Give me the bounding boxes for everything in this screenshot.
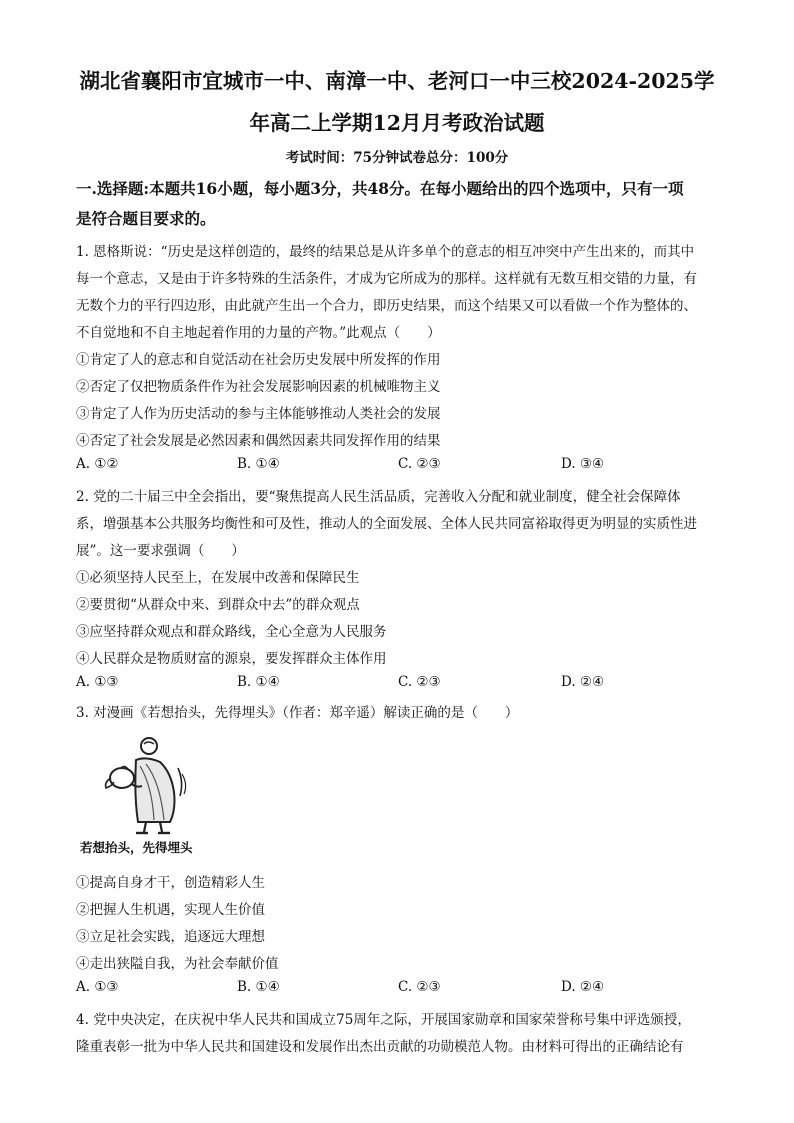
q4-stem-line-2: 隆重表彰一批为中华人民共和国建设和发展作出杰出贡献的功勋模范人物。由材料可得出的正确结论有 <box>76 1039 684 1055</box>
q1-stem-line-1: 1. 恩格斯说：“历史是这样创造的，最终的结果总是从许多单个的意志的相互冲突中产生出来的，而其中 <box>76 244 695 260</box>
q3-item-1: ①提高自身才干，创造精彩人生 <box>76 875 265 891</box>
q2-option-c[interactable]: C. ②③ <box>398 674 441 690</box>
q3-option-c[interactable]: C. ②③ <box>398 979 441 995</box>
q2-item-2: ②要贯彻“从群众中来、到群众中去”的群众观点 <box>76 597 360 613</box>
q2-item-3: ③应坚持群众观点和群众路线，全心全意为人民服务 <box>76 624 387 640</box>
section-heading <box>76 174 726 234</box>
q3-option-b[interactable]: B. ①④ <box>237 979 280 995</box>
q2-item-1: ①必须坚持人民至上，在发展中改善和保障民生 <box>76 570 360 586</box>
title-line-2: 年高二上学期12月月考政治试题 <box>249 111 545 135</box>
q1-item-1: ①肯定了人的意志和自觉活动在社会历史发展中所发挥的作用 <box>76 352 441 368</box>
q3-item-2: ②把握人生机遇，实现人生价值 <box>76 902 265 918</box>
q1-stem-line-3: 无数个力的平行四边形，由此就产生出一个合力，即历史结果，而这个结果又可以看做一个作为整体的、 <box>76 298 697 314</box>
q3-options <box>76 979 726 999</box>
q1-option-b[interactable]: B. ①④ <box>237 456 280 472</box>
q2-option-a[interactable]: A. ①③ <box>76 674 119 690</box>
q2-stem-line-2: 系，增强基本公共服务均衡性和可及性，推动人的全面发展、全体人民共同富裕取得更为明显的实质性进 <box>76 516 697 532</box>
q2-options <box>76 674 726 694</box>
section-heading-line-2: 是符合题目要求的。 <box>76 209 216 228</box>
q2-item-4: ④人民群众是物质财富的源泉，要发挥群众主体作用 <box>76 651 387 667</box>
exam-info: 考试时间：75分钟试卷总分：100分 <box>285 150 509 166</box>
q2-stem-line-3: 展”。这一要求强调（ ） <box>76 543 245 559</box>
comic-image <box>76 726 206 862</box>
q1-option-a[interactable]: A. ①② <box>76 456 119 472</box>
q2-option-d[interactable]: D. ②④ <box>561 674 605 690</box>
q3-option-a[interactable]: A. ①③ <box>76 979 119 995</box>
q3-item-3: ③立足社会实践，追逐远大理想 <box>76 929 265 945</box>
q1-stem-line-4: 不自觉地和不自主地起着作用的力量的产物。”此观点（ ） <box>76 325 441 341</box>
q1-item-4: ④否定了社会发展是必然因素和偶然因素共同发挥作用的结果 <box>76 433 441 449</box>
q1-item-3: ③肯定了人作为历史活动的参与主体能够推动人类社会的发展 <box>76 406 441 422</box>
q1-stem-line-2: 每一个意志，又是由于许多特殊的生活条件，才成为它所成为的那样。这样就有无数互相交错的力量，有 <box>76 271 697 287</box>
q2-option-b[interactable]: B. ①④ <box>237 674 280 690</box>
q1-item-2: ②否定了仅把物质条件作为社会发展影响因素的机械唯物主义 <box>76 379 441 395</box>
section-heading-line-1: 一.选择题:本题共16小题，每小题3分，共48分。在每小题给出的四个选项中，只有一项 <box>76 179 684 198</box>
q4-stem-line-1: 4. 党中央决定，在庆祝中华人民共和国成立75周年之际，开展国家勋章和国家荣誉称号集中评选颁授， <box>76 1012 691 1028</box>
q3-stem: 3. 对漫画《若想抬头，先得埋头》（作者：郑辛遥）解读正确的是（ ） <box>76 705 519 721</box>
q2-stem-line-1: 2. 党的二十届三中全会指出，要“聚焦提高人民生活品质，完善收入分配和就业制度，健全社会保障体 <box>76 489 681 505</box>
q3-option-d[interactable]: D. ②④ <box>561 979 605 995</box>
q1-option-d[interactable]: D. ③④ <box>561 456 605 472</box>
q1-option-c[interactable]: C. ②③ <box>398 456 441 472</box>
title-line-1: 湖北省襄阳市宜城市一中、南漳一中、老河口一中三校2024-2025学 <box>79 69 715 93</box>
q1-options <box>76 456 726 476</box>
q3-item-4: ④走出狭隘自我，为社会奉献价值 <box>76 956 279 972</box>
comic-caption: 若想抬头，先得埋头 <box>80 840 193 855</box>
